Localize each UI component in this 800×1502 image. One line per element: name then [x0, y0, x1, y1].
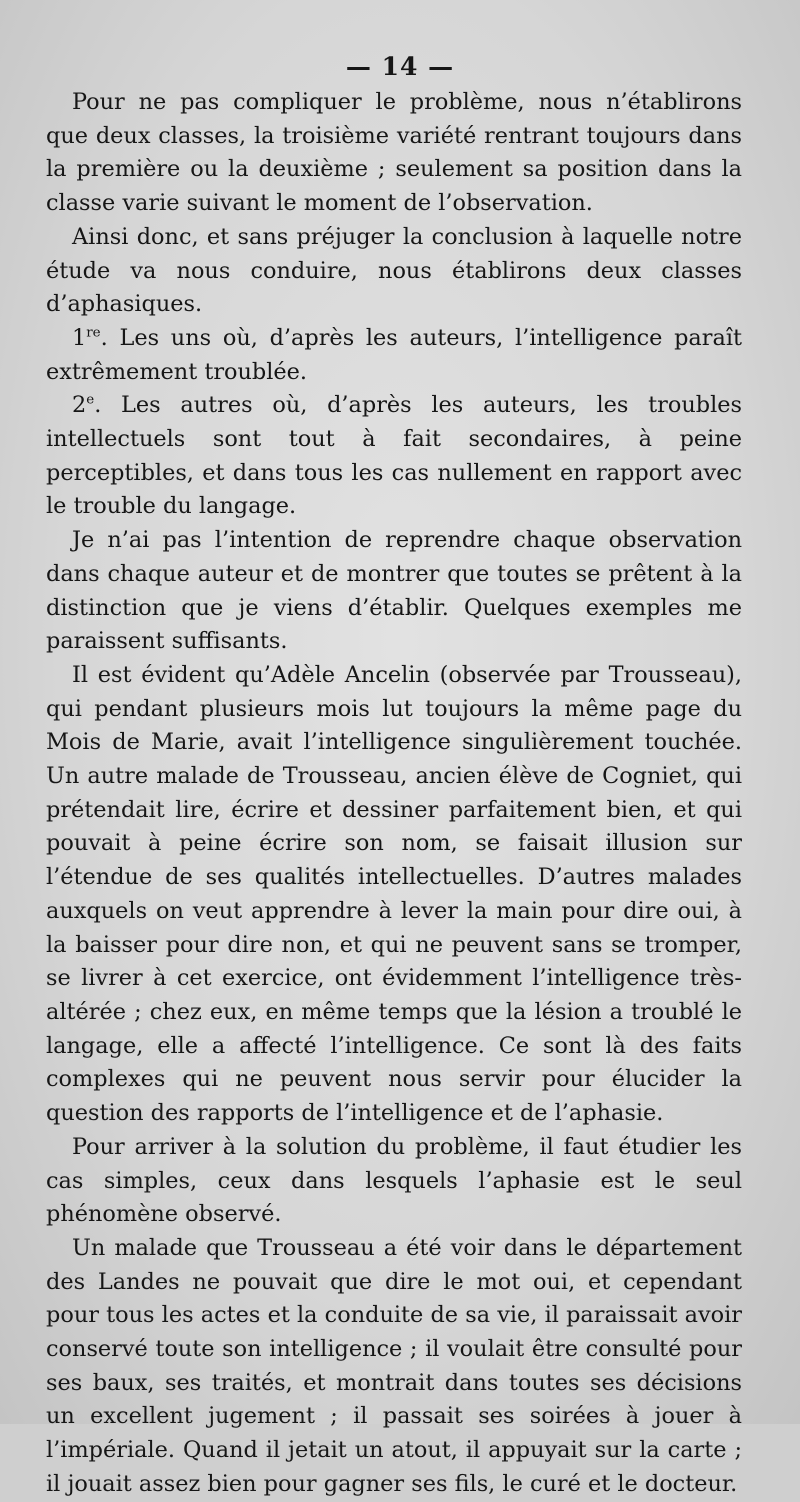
- paragraph: [46, 86, 742, 221]
- paragraph-text: Pour arriver à la solution du problème, il faut étudier les cas simples, ceux dans lesquels l’aphasie est le seul phénomène observé.: [46, 1133, 742, 1228]
- page-number: — 14 —: [345, 52, 455, 81]
- paragraph-text: Un malade que Trousseau a été voir dans le département des Landes ne pouvait que dire le mot oui, et cependant pour tous les actes et la conduite de sa vie, il paraissait avoir conservé toute son intelligence ; il voulait être consulté pour ses baux, ses traités, et montrait dans toutes ses décisions un excellent jugement ; il passait ses soirées à jouer à l’impériale. Quand il jetait un atout, il appuyait sur la carte ; il jouait assez bien pour gagner ses fils, le curé et le docteur.: [46, 1234, 742, 1497]
- paragraph-text: Il est évident qu’Adèle Ancelin (observée par Trousseau), qui pendant plusieurs mois lut toujours la même page du Mois de Marie, avait l’intelligence singulièrement touchée. Un autre malade de Trousseau, ancien élève de Cogniet, qui prétendait lire, écrire et dessiner parfaitement bien, et qui pouvait à peine écrire son nom, se faisait illusion sur l’étendue de ses qualités intellectuelles. D’autres malades auxquels on veut apprendre à lever la main pour dire oui, à la baisser pour dire non, et qui ne peuvent sans se tromper, se livrer à cet exercice, ont évidemment l’intelligence très-altérée ; chez eux, en même temps que la lésion a troublé le langage, elle a affecté l’intelligence. Ce sont là des faits complexes qui ne peuvent nous servir pour élucider la question des rapports de l’intelligence et de l’aphasie.: [46, 661, 742, 1127]
- paragraph: [46, 322, 742, 389]
- body-text: [46, 86, 742, 1502]
- paragraph: [46, 389, 742, 524]
- paragraph: [46, 1232, 742, 1502]
- paragraph: [46, 221, 742, 322]
- list-marker: 1: [72, 324, 87, 351]
- paragraph-text: . Les uns où, d’après les auteurs, l’intelligence paraît extrêmement troublée.: [46, 324, 742, 385]
- paragraph-text: Je n’ai pas l’intention de reprendre chaque observation dans chaque auteur et de montrer que toutes se prêtent à la distinction que je viens d’établir. Quelques exemples me paraissent suffisants.: [46, 527, 742, 655]
- paragraph: [46, 1131, 742, 1232]
- paragraph-text: Pour ne pas compliquer le problème, nous n’établirons que deux classes, la troisième variété rentrant toujours dans la première ou la deuxième ; seulement sa position dans la classe varie suivant le moment de l’observation.: [46, 89, 742, 217]
- paragraph: [46, 524, 742, 659]
- paragraph-text: . Les autres où, d’après les auteurs, les troubles intellectuels sont tout à fait secondaires, à peine perceptibles, et dans tous les cas nullement en rapport avec le trouble du langage.: [46, 392, 742, 520]
- paragraph-text: Ainsi donc, et sans préjuger la conclusion à laquelle notre étude va nous conduire, nous établirons deux classes d’aphasiques.: [46, 223, 742, 318]
- list-marker-ordinal: re: [86, 325, 101, 341]
- list-marker-ordinal: e: [86, 392, 95, 408]
- paragraph: [46, 659, 742, 1131]
- list-marker: 2: [72, 392, 87, 419]
